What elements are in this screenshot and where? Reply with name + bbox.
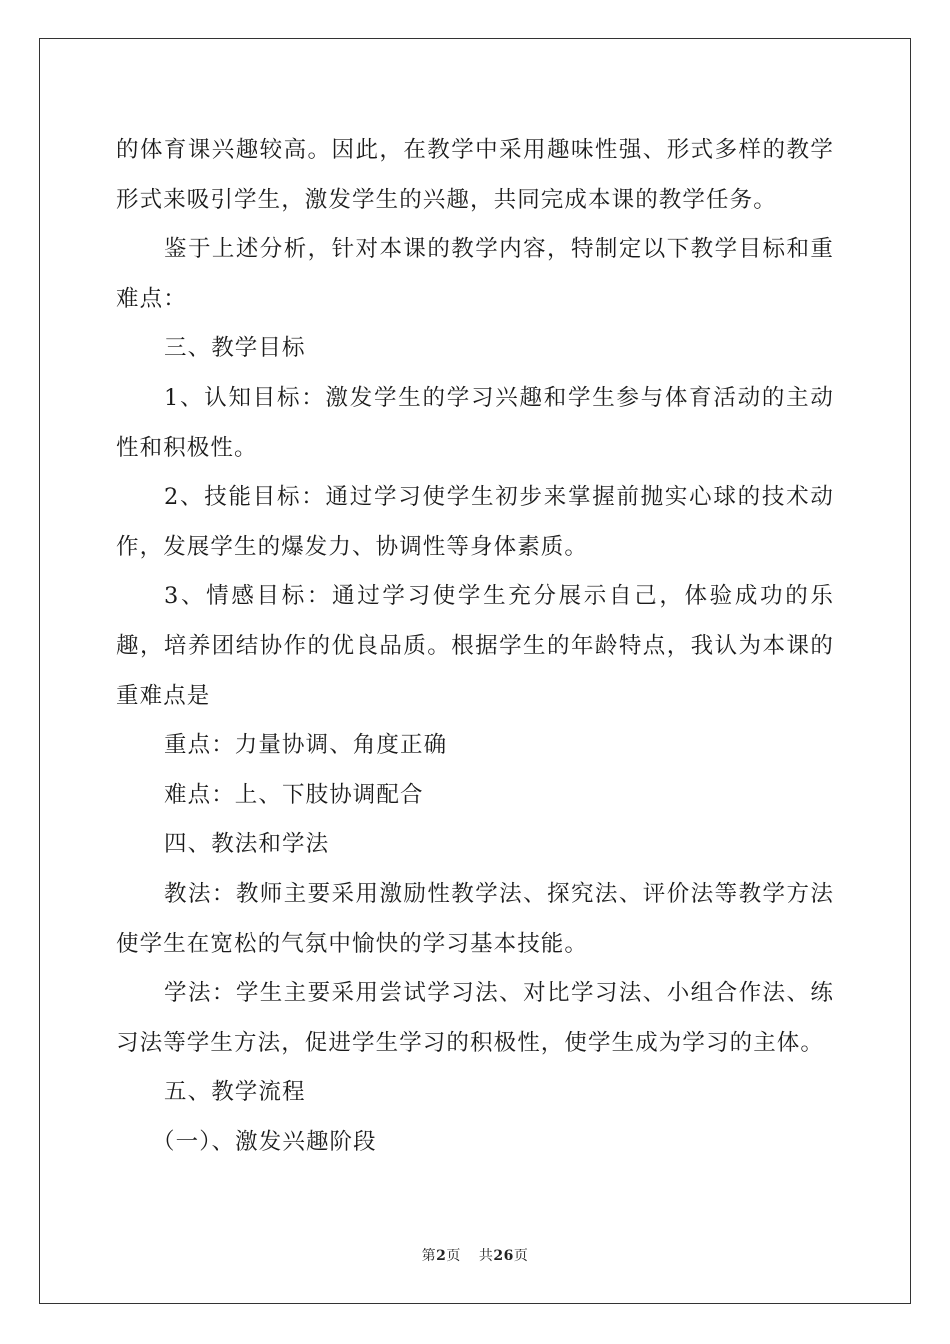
document-body <box>116 126 834 1167</box>
paragraph-skill-objective: 2、技能目标：通过学习使学生初步来掌握前抛实心球的技术动作，发展学生的爆发力、协调性等身体素质。 <box>116 484 834 560</box>
footer-total-pages: 26 <box>493 1248 514 1264</box>
paragraph-cognitive-objective: 1、认知目标：激发学生的学习兴趣和学生参与体育活动的主动性和积极性。 <box>116 384 834 461</box>
paragraph-intro-continuation: 的体育课兴趣较高。因此，在教学中采用趣味性强、形式多样的教学形式来吸引学生，激发学生的兴趣，共同完成本课的教学任务。 <box>116 137 834 213</box>
footer-total-suffix: 页 <box>513 1248 529 1264</box>
paragraph-teaching-method: 教法：教师主要采用激励性教学法、探究法、评价法等教学方法使学生在宽松的气氛中愉快的学习基本技能。 <box>116 880 834 957</box>
heading-teaching-process: 五、教学流程 <box>164 1079 306 1106</box>
paragraph-key-point: 重点：力量协调、角度正确 <box>164 732 448 759</box>
footer-total-prefix: 共 <box>478 1248 494 1264</box>
footer-page-number: 2 <box>436 1248 447 1264</box>
paragraph-emotional-objective: 3、情感目标：通过学习使学生充分展示自己，体验成功的乐趣，培养团结协作的优良品质。根据学生的年龄特点，我认为本课的重难点是 <box>116 583 834 709</box>
footer-page-suffix: 页 <box>446 1248 461 1264</box>
heading-teaching-objectives: 三、教学目标 <box>164 335 306 362</box>
paragraph-difficult-point: 难点：上、下肢协调配合 <box>164 781 424 808</box>
heading-teaching-methods: 四、教法和学法 <box>164 831 330 858</box>
footer-page-prefix: 第 <box>421 1248 437 1264</box>
paragraph-analysis: 鉴于上述分析，针对本课的教学内容，特制定以下教学目标和重难点： <box>116 236 834 312</box>
page-footer <box>0 1245 950 1265</box>
heading-interest-stage: （一）、激发兴趣阶段 <box>152 1128 377 1155</box>
paragraph-learning-method: 学法：学生主要采用尝试学习法、对比学习法、小组合作法、练习法等学生方法，促进学生学习的积极性，使学生成为学习的主体。 <box>116 980 834 1056</box>
